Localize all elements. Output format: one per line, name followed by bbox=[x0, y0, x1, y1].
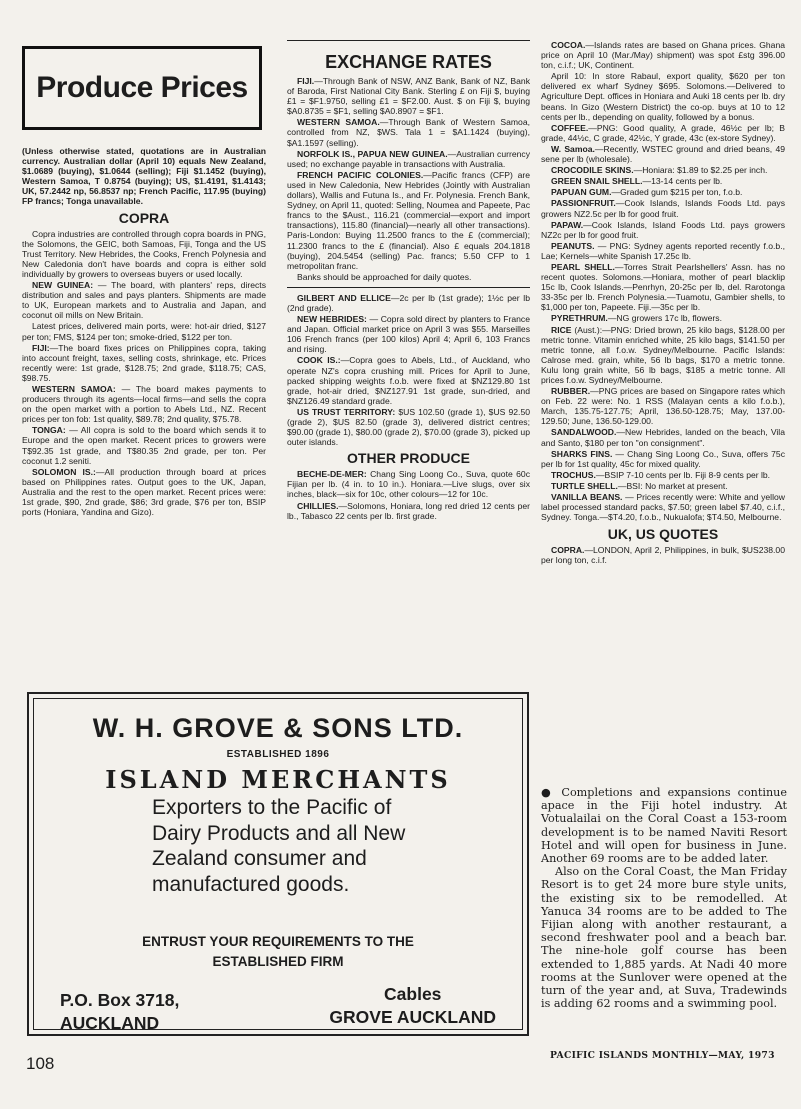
entry-text: —Torres Strait Pearlshellers' Assn. has no recent quotes. Solomons.—Honiara, mother of pearl blacklip 15c lb, Cook Islands.—Penrhyn, 20-25c per lb, del. Rarotonga 33-35c per lb. French Polynesia.—Tuamotu, Gambier shells, to $1,000 per ton, Papeete. Fiji.—35c per lb. bbox=[541, 261, 786, 313]
uk-us-quotes-heading: UK, US QUOTES bbox=[607, 526, 719, 543]
entry-lead: PEARL SHELL. bbox=[551, 261, 615, 272]
ad-cables-line2: GROVE AUCKLAND bbox=[329, 1007, 496, 1027]
entry-lead: TROCHUS. bbox=[551, 469, 596, 480]
price-entry bbox=[22, 321, 266, 341]
entry-text: —The board fixes prices on Philippines copra, taking into account freight, taxes, selling costs, shrinkage, etc. Prices recently were: 1st grade, $128.75; 2nd grade, $118.75; CAS, $98.75. bbox=[22, 342, 266, 383]
entry-text: — Chang Sing Loong Co., Suva, offers 75c per lb for 1st quality, 45c for mixed quality. bbox=[541, 448, 785, 469]
price-entry bbox=[541, 241, 785, 261]
price-entry bbox=[287, 170, 530, 271]
entry-text: —All production through board at prices based on Philippines rates. Output goes to the UK, Japan, Australia and the rest to the open market. Recent prices were: 1st grade, $90, 2nd grade, $86; 3rd grade, $76 per ton, BSIP ports (Honiara, Yandina and Gizo). bbox=[22, 466, 266, 518]
entry-text: —Pacific francs (CFP) are used in New Caledonia, New Hebrides (Jointly with Australian dollars), Wallis and Futuna Is., and Fr. Polynesia. French Bank, Sydney, on April 11, quoted: Selling, Noumea and Papeete, Pac francs to the $Aust., 116.21 (commercial—export and import transactions), 115.80 (financial)—nearly all other transactions). Paris-London: Buying 11.2500 francs to the £ (commercial); 11.2300 francs to the £ (financial). Also £ equals 204.1818 (buying), 204.5454 (selling) Pac. francs; 5.50 CFP to 1 metropolitan franc. bbox=[287, 169, 530, 271]
ad-pobox bbox=[60, 989, 179, 1035]
entry-text: —Graded gum $215 per ton, f.o.b. bbox=[611, 187, 743, 198]
price-entry bbox=[541, 427, 785, 447]
entry-text: —Australian currency used; no exchange payable in transactions with Australia. bbox=[287, 148, 530, 169]
entry-lead: SOLOMON IS.: bbox=[32, 466, 96, 477]
price-entry bbox=[541, 198, 785, 218]
price-entry bbox=[287, 355, 530, 405]
uk-us-quotes-section bbox=[541, 545, 785, 565]
entry-lead: VANILLA BEANS. bbox=[551, 492, 623, 503]
price-entry bbox=[541, 325, 785, 386]
entry-text: Banks should be approached for daily quotes. bbox=[297, 271, 472, 282]
entry-lead: RUBBER. bbox=[551, 386, 591, 397]
entry-lead: W. Samoa. bbox=[551, 143, 595, 154]
price-entry bbox=[541, 386, 785, 426]
ad-cables-line1: Cables bbox=[384, 984, 442, 1004]
price-entry bbox=[541, 262, 785, 312]
footer-publication: PACIFIC ISLANDS MONTHLY—MAY, 1973 bbox=[550, 1050, 775, 1061]
price-entry bbox=[541, 470, 785, 480]
column-middle bbox=[287, 76, 530, 522]
entry-text: —PNG: Good quality, A grade, 46½c per lb; B grade, 44½c, C grade, 42½c, Y grade, 43c (ex-store Sydney). bbox=[541, 122, 785, 143]
entry-text: —Copra goes to Abels, Ltd., of Auckland, who operate NZ's copra crushing mill. Prices for April to June, packed shipping weights f.o.b. were fixed at $NZ129.80 1st grade, hot-air dried, $NZ127.91 1st grade, sun-dried, and $NZ126.49 standard grade. bbox=[287, 355, 530, 406]
entry-lead: NEW HEBRIDES: bbox=[297, 314, 367, 325]
entry-text: —13-14 cents per lb. bbox=[642, 176, 723, 187]
entry-text: — All copra is sold to the board which sends it to Europe and the open market. Recent prices to growers were T$92.35 1st grade, and T$80.35 2nd grade, per ton. Per coconut 1.2 seniti. bbox=[22, 425, 266, 466]
price-entry bbox=[22, 384, 266, 424]
exchange-section bbox=[287, 76, 530, 282]
price-entry bbox=[22, 343, 266, 383]
entry-lead: CROCODILE SKINS. bbox=[551, 165, 634, 176]
entry-text: —Solomons, Honiara, long red dried 12 cents per lb., Tabasco 22 cents per lb. first grade. bbox=[287, 500, 530, 521]
copra-heading: COPRA bbox=[118, 209, 170, 226]
entry-lead: WESTERN SAMOA: bbox=[32, 383, 116, 394]
price-entry bbox=[287, 117, 530, 147]
price-entry bbox=[541, 176, 785, 186]
article-paragraph: Also on the Coral Coast, the Man Friday Resort is to get 24 more bure style units, the existing six to be remodelled. At Yanuca 34 rooms are to be added to The Fijian along with another restaurant, a second freshwater pool and a beach bar. The nine-hole golf course has been extended to 1,885 yards. At Nadi 40 more rooms at the Sunlover were opened at the turn of the year and, at Suva, Tradewinds is adding 62 rooms and a swimming pool. bbox=[541, 865, 787, 1011]
entry-text: — Copra sold direct by planters to France and Japan. Official market price on April 3 was $55. Marseilles 106 French francs (per 100 kilos) April 4; April 6, 103 Francs and rising. bbox=[287, 314, 530, 355]
entry-lead: PEANUTS. bbox=[551, 240, 595, 251]
entry-text: —NG growers 17c lb, flowers. bbox=[607, 313, 722, 324]
entry-text: —Through Bank of Western Samoa, controlled from NZ, $WS. Tala 1 = $A1.1424 (buying), $A1.1597 (selling). bbox=[287, 117, 530, 148]
ad-entrust bbox=[34, 932, 522, 972]
entry-text: — Prices recently were: White and yellow label processed standard packs, $7.50; green label $7.40, c.i.f., Sydney. Tonga.—$T4.20, f.o.b., Nukualofa; $T4.50, Melbourne. bbox=[541, 492, 785, 523]
entry-lead: FIJI: bbox=[32, 342, 50, 353]
entry-lead: PAPAW. bbox=[551, 219, 584, 230]
price-entry bbox=[287, 469, 530, 499]
price-entry bbox=[541, 313, 785, 323]
article-paragraph: ● Completions and expansions continue apace in the Fiji hotel industry. At Votualailai on the Coral Coast a 153-room development is to be named Naviti Resort Hotel and will open for business in June. Another 69 rooms are to be added later. bbox=[541, 786, 787, 866]
entry-text: —2c per lb (1st grade); 1½c per lb (2nd grade). bbox=[287, 292, 530, 313]
entry-lead: GILBERT AND ELLICE bbox=[297, 292, 391, 303]
price-entry bbox=[541, 187, 785, 197]
price-entry bbox=[541, 545, 785, 565]
price-entry bbox=[541, 71, 785, 121]
entry-lead: CHILLIES. bbox=[297, 500, 339, 511]
entry-text: — The board, with planters' reps, directs distribution and sales and pays planters. Shipments are made to UK, European markets and to Australia and Japan, and coconut oil mills on New Britain. bbox=[22, 280, 266, 321]
entry-lead: FIJI. bbox=[297, 76, 315, 86]
entry-lead: BECHE-DE-MER: bbox=[297, 469, 367, 480]
price-entry bbox=[541, 220, 785, 240]
entry-lead: TONGA: bbox=[32, 425, 66, 436]
column-left bbox=[22, 146, 266, 518]
entry-lead: TURTLE SHELL. bbox=[551, 480, 618, 491]
entry-lead: US TRUST TERRITORY: bbox=[297, 406, 396, 417]
entry-lead: FRENCH PACIFIC COLONIES. bbox=[297, 169, 424, 180]
entry-text: — The board makes payments to producers through its agents—local firms—and sells the copra on the open market with a portion to Abels Ltd., NZ. Recent prices per ton fob: 1st quality, $89.78; 2nd quality, $75.78. bbox=[22, 383, 266, 425]
ad-inner-border bbox=[33, 698, 523, 1033]
price-entry bbox=[287, 76, 530, 116]
price-entry bbox=[541, 449, 785, 469]
entry-text: —Cook Islands, Islands Foods Ltd. pays growers NZ2.5c per lb for good fruit. bbox=[541, 198, 785, 219]
entry-lead: COCOA. bbox=[551, 40, 586, 50]
hotel-news-article bbox=[541, 786, 787, 1010]
entry-text: —Recently, WSTEC ground and dried beans, 49 sene per lb (wholesale). bbox=[541, 143, 786, 165]
price-entry bbox=[287, 293, 530, 313]
entry-lead: GREEN SNAIL SHELL. bbox=[551, 176, 643, 187]
entry-text: Copra industries are controlled through copra boards in PNG, the Solomons, the GEIC, both Samoas, Fiji, Tonga and the US Trust Territory. New Hebrides, the Cooks, French Polynesia and New Caledonia don't have boards and copra is either sold individually by growers to overseas buyers or used locally. bbox=[22, 228, 266, 279]
price-entry bbox=[541, 481, 785, 491]
entry-lead: WESTERN SAMOA. bbox=[297, 117, 380, 128]
price-entry bbox=[287, 501, 530, 521]
ad-body-text: Exporters to the Pacific of Dairy Products and all New Zealand consumer and manufactured goods. bbox=[152, 796, 406, 896]
other-produce-section bbox=[287, 469, 530, 520]
ad-entrust-line2: ESTABLISHED FIRM bbox=[212, 954, 344, 969]
price-entry bbox=[541, 492, 785, 522]
other-produce-continued bbox=[541, 40, 785, 522]
price-entry bbox=[22, 280, 266, 320]
entry-lead: PYRETHRUM. bbox=[551, 313, 608, 324]
entry-lead: SHARKS FINS. bbox=[551, 448, 613, 459]
exchange-rates-title: EXCHANGE RATES bbox=[325, 52, 492, 72]
entry-lead: COOK IS.: bbox=[297, 355, 341, 366]
entry-lead: SANDALWOOD. bbox=[551, 427, 617, 438]
entry-lead: NORFOLK IS., PAPUA NEW GUINEA. bbox=[297, 148, 448, 159]
entry-text: Latest prices, delivered main ports, were: hot-air dried, $127 per ton; FMS, $124 per ton; smoke-dried, $122 per ton. bbox=[22, 321, 266, 342]
entry-text: —New Hebrides, landed on the beach, Vila and Santo, $180 per ton "on consignment". bbox=[541, 427, 785, 448]
price-entry bbox=[22, 229, 266, 279]
entry-text: —PNG prices are based on Singapore rates which on Feb. 22 were: No. 1 RSS (Malayan cents a kilo f.o.b.), March, 135.75-127.75; April, 136.50-128.75; May, 137.00-129.50; June, 136.50-129.00. bbox=[541, 386, 785, 427]
entry-text: —Cook Islands, Island Foods Ltd. pays growers NZ2c per lb for good fruit. bbox=[541, 219, 785, 240]
other-produce-heading: OTHER PRODUCE bbox=[347, 450, 470, 467]
ad-company-name: W. H. GROVE & SONS LTD. bbox=[92, 713, 464, 743]
entry-lead: PAPUAN GUM. bbox=[551, 187, 612, 198]
entry-text: —Islands rates are based on Ghana prices. Ghana price on April 10 (Mar./May) shipment) was spot £stg 396.00 ton, c.i.f.; UK, Continent. bbox=[541, 40, 785, 71]
price-entry bbox=[22, 425, 266, 465]
entry-text: —Through Bank of NSW, ANZ Bank, Bank of NZ, Bank of Baroda, First National City Bank. Sterling £ on Fiji $, buying £1 = $F1.9750, selling £1 = $F2.00. Aust. $ on Fiji $, buying $A0.8735 = $F1, selling $A0.8907 = $F1. bbox=[287, 76, 530, 117]
entry-text: April 10: In store Rabaul, export quality, $620 per ton delivered ex wharf Sydney $695. Solomons.—Delivered to Agriculture Dept. offices in Honiara and Auki 18 cents per lb. dry beans. In Gizo (Western District) the co-op. buys at 10 to 12 cents per lb., depending on quality, followed by a bonus. bbox=[541, 71, 785, 122]
price-entry bbox=[22, 467, 266, 517]
entry-text: —LONDON, April 2, Philippines, in bulk, $US238.00 per long ton, c.i.f. bbox=[541, 545, 785, 566]
price-entry bbox=[287, 272, 530, 282]
entry-lead: COFFEE. bbox=[551, 122, 589, 133]
price-entry bbox=[541, 165, 785, 175]
copra-continued-section bbox=[287, 293, 530, 447]
price-entry bbox=[541, 40, 785, 70]
copra-section bbox=[22, 229, 266, 518]
page-number: 108 bbox=[26, 1054, 55, 1073]
entry-text: — PNG: Sydney agents reported recently f.o.b., Lae; Kernels—white Spanish 17.25c lb. bbox=[541, 240, 785, 261]
entry-lead: NEW GUINEA: bbox=[32, 280, 94, 291]
entry-lead: PASSIONFRUIT. bbox=[551, 198, 616, 209]
ad-island-merchants: ISLAND MERCHANTS bbox=[105, 765, 451, 794]
price-entry bbox=[287, 407, 530, 447]
entry-text: —Honiara: $1.89 to $2.25 per inch. bbox=[633, 165, 768, 176]
currency-intro: (Unless otherwise stated, quotations are in Australian currency. Australian dollar (April 10) equals New Zealand, $1.0689 (buying), $1.0644 (selling); Fiji $1.1452 (buying), Western Samoa, T 0.8754 (buying); US, $1.4191, $1.4143; UK, 57.2442 np, 56.8537 np; French Pacific, 117.95 (buying) FP francs; Tonga unavailable. bbox=[22, 146, 266, 207]
exchange-top-rule bbox=[287, 40, 530, 41]
entry-lead: RICE bbox=[551, 324, 572, 335]
ad-pobox-line2: AUCKLAND bbox=[60, 1013, 160, 1033]
price-entry bbox=[541, 144, 785, 164]
produce-prices-title: Produce Prices bbox=[36, 71, 248, 104]
price-entry bbox=[287, 149, 530, 169]
ad-cables bbox=[329, 983, 496, 1029]
entry-text: —BSIP 7-10 cents per lb. Fiji 8-9 cents per lb. bbox=[595, 469, 771, 480]
column-right bbox=[541, 40, 785, 567]
entry-text: (Aust.):—PNG: Dried brown, 25 kilo bags, $128.00 per metric tonne. Vitamin enriched white, 25 kilo bags, $141.50 per metric tonne, all f.o.w. Sydney/Melbourne. Pacific Islands: Calrose med. grain, white, 56 lb bags, $170 a metric tonne. Kulu long grain white, 56 lb bags, $185 a metric tonne. All prices f.o.w. Sydney/Melbourne. bbox=[541, 324, 785, 385]
entry-text: Chang Sing Loong Co., Suva, quote 60c Fijian per lb. (4 in. to 10 in.). Honiara.—Live slugs, over six inches, black—six for 10c, other colours—12 for 10c. bbox=[287, 469, 530, 500]
grove-advertisement bbox=[27, 692, 529, 1036]
entry-lead: COPRA. bbox=[551, 545, 585, 556]
price-entry bbox=[541, 123, 785, 143]
produce-prices-box bbox=[22, 46, 262, 130]
entry-text: $US 102.50 (grade 1), $US 92.50 (grade 2), $US 82.50 (grade 3), delivered district centres; $90.00 (grade 1), $80.00 (grade 2), $70.00 (grade 3), picked up outer islands. bbox=[287, 406, 530, 448]
ad-entrust-line1: ENTRUST YOUR REQUIREMENTS TO THE bbox=[142, 934, 414, 949]
section-divider bbox=[287, 287, 530, 288]
ad-pobox-line1: P.O. Box 3718, bbox=[60, 990, 180, 1010]
ad-established: ESTABLISHED 1896 bbox=[226, 749, 330, 760]
entry-text: —BSI: No market at present. bbox=[617, 480, 728, 491]
price-entry bbox=[287, 314, 530, 354]
